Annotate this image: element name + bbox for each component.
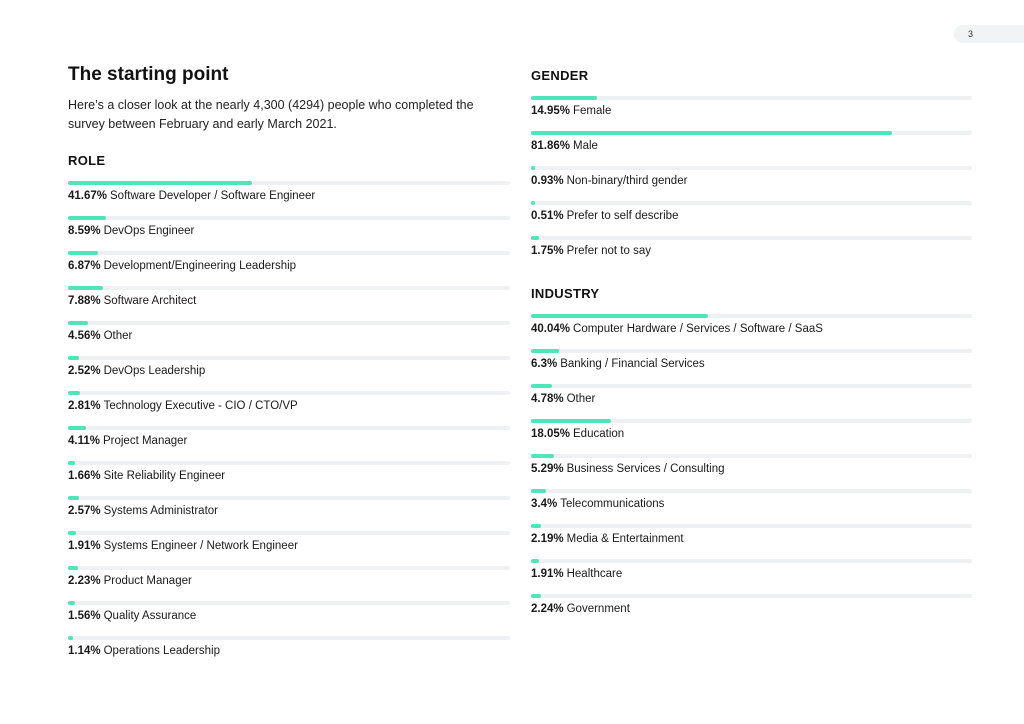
item-percent: 81.86% (531, 140, 571, 152)
item-text: Software Architect (103, 295, 197, 307)
role-item (68, 531, 510, 559)
bar-track (68, 286, 510, 290)
bar-fill (68, 461, 75, 465)
role-item (68, 601, 510, 629)
bar-track (531, 166, 972, 170)
item-label (68, 575, 192, 587)
item-label (68, 365, 205, 377)
item-text: Telecommunications (560, 498, 665, 510)
item-text: Quality Assurance (103, 610, 197, 622)
item-text: Technology Executive - CIO / CTO/VP (103, 400, 298, 412)
item-percent: 2.52% (68, 365, 101, 377)
bar-track (531, 314, 972, 318)
bar-fill (68, 601, 75, 605)
bar-track (68, 566, 510, 570)
item-text: DevOps Leadership (103, 365, 206, 377)
item-text: Other (103, 330, 133, 342)
bar-fill (68, 496, 79, 500)
item-percent: 2.19% (531, 533, 564, 545)
role-item (68, 216, 510, 244)
bar-fill (531, 454, 554, 458)
bar-track (531, 524, 972, 528)
bar-track (531, 349, 972, 353)
item-label (531, 323, 823, 335)
bar-fill (68, 426, 86, 430)
bar-track (531, 131, 972, 135)
bar-track (531, 419, 972, 423)
item-text: Project Manager (102, 435, 188, 447)
item-text: Systems Engineer / Network Engineer (103, 540, 298, 552)
industry-item (531, 384, 972, 412)
item-text: Development/Engineering Leadership (103, 260, 297, 272)
role-item (68, 251, 510, 279)
item-percent: 2.23% (68, 575, 101, 587)
item-text: Government (566, 603, 630, 615)
bar-track (68, 216, 510, 220)
item-percent: 1.14% (68, 645, 101, 657)
gender-heading: GENDER (531, 68, 589, 83)
item-percent: 2.81% (68, 400, 101, 412)
page-number: 3 (954, 25, 1024, 43)
bar-track (531, 454, 972, 458)
role-item (68, 426, 510, 454)
item-percent: 41.67% (68, 190, 108, 202)
gender-item (531, 236, 972, 264)
bar-fill (531, 236, 539, 240)
item-percent: 2.57% (68, 505, 101, 517)
item-percent: 2.24% (531, 603, 564, 615)
intro-paragraph: Here’s a closer look at the nearly 4,300 (4294) people who completed the survey between February and early March 2021. (68, 98, 474, 131)
bar-track (68, 531, 510, 535)
role-item (68, 496, 510, 524)
bar-track (68, 426, 510, 430)
industry-item (531, 559, 972, 587)
bar-fill (531, 166, 535, 170)
industry-item (531, 314, 972, 342)
item-percent: 6.3% (531, 358, 558, 370)
item-percent: 1.56% (68, 610, 101, 622)
item-label (531, 603, 630, 615)
role-item (68, 181, 510, 209)
item-percent: 1.66% (68, 470, 101, 482)
bar-fill (68, 286, 103, 290)
bar-track (531, 489, 972, 493)
item-text: Media & Entertainment (566, 533, 684, 545)
item-label (531, 393, 595, 405)
item-text: Systems Administrator (103, 505, 219, 517)
industry-heading: INDUSTRY (531, 286, 600, 301)
item-percent: 8.59% (68, 225, 101, 237)
item-text: Other (566, 393, 596, 405)
item-text: Healthcare (566, 568, 623, 580)
bar-track (531, 594, 972, 598)
item-text: Operations Leadership (103, 645, 220, 657)
item-percent: 0.93% (531, 175, 564, 187)
item-text: Site Reliability Engineer (103, 470, 226, 482)
item-label (531, 175, 687, 187)
item-label (68, 540, 298, 552)
bar-fill (531, 594, 541, 598)
bar-fill (68, 216, 106, 220)
bar-track (68, 321, 510, 325)
item-label (531, 568, 622, 580)
industry-item (531, 454, 972, 482)
role-item (68, 391, 510, 419)
item-label (531, 463, 725, 475)
item-label (531, 533, 684, 545)
role-item (68, 321, 510, 349)
bar-fill (68, 251, 98, 255)
bar-fill (531, 349, 559, 353)
bar-fill (68, 566, 78, 570)
item-label (68, 645, 220, 657)
bar-track (68, 356, 510, 360)
item-label (531, 105, 611, 117)
industry-item (531, 419, 972, 447)
bar-track (68, 636, 510, 640)
bar-track (531, 384, 972, 388)
item-text: Male (573, 140, 598, 152)
item-label (531, 498, 664, 510)
bar-fill (531, 489, 546, 493)
industry-item (531, 594, 972, 622)
item-percent: 6.87% (68, 260, 101, 272)
item-percent: 40.04% (531, 323, 571, 335)
item-label (531, 358, 705, 370)
item-percent: 14.95% (531, 105, 571, 117)
item-text: Product Manager (103, 575, 192, 587)
item-text: DevOps Engineer (103, 225, 195, 237)
bar-fill (68, 321, 88, 325)
gender-item (531, 166, 972, 194)
bar-track (531, 201, 972, 205)
bar-fill (68, 181, 252, 185)
bar-fill (531, 96, 597, 100)
role-item (68, 286, 510, 314)
item-label (68, 400, 298, 412)
bar-fill (531, 131, 892, 135)
item-label (68, 190, 315, 202)
item-label (531, 140, 598, 152)
item-text: Prefer not to say (566, 245, 651, 257)
item-percent: 4.11% (68, 435, 100, 447)
bar-track (68, 496, 510, 500)
item-label (531, 210, 678, 222)
industry-item (531, 349, 972, 377)
bar-fill (68, 531, 76, 535)
item-label (68, 295, 196, 307)
item-text: Business Services / Consulting (566, 463, 725, 475)
bar-fill (531, 314, 708, 318)
item-text: Computer Hardware / Services / Software / SaaS (573, 323, 823, 335)
page-title: The starting point (68, 64, 229, 85)
role-item (68, 461, 510, 489)
bar-fill (68, 391, 80, 395)
bar-fill (531, 559, 539, 563)
item-label (68, 505, 218, 517)
bar-track (68, 601, 510, 605)
item-label (68, 470, 225, 482)
item-percent: 1.91% (68, 540, 101, 552)
item-percent: 0.51% (531, 210, 564, 222)
item-text: Software Developer / Software Engineer (110, 190, 316, 202)
item-percent: 5.29% (531, 463, 564, 475)
gender-item (531, 201, 972, 229)
gender-item (531, 96, 972, 124)
industry-item (531, 489, 972, 517)
item-text: Non-binary/third gender (566, 175, 688, 187)
bar-track (68, 461, 510, 465)
item-label (68, 330, 132, 342)
item-label (531, 428, 624, 440)
bar-track (68, 181, 510, 185)
bar-track (531, 96, 972, 100)
item-text: Female (573, 105, 612, 117)
item-label (68, 260, 296, 272)
bar-fill (68, 356, 79, 360)
gender-item (531, 131, 972, 159)
item-percent: 4.78% (531, 393, 564, 405)
bar-fill (531, 201, 535, 205)
bar-fill (531, 524, 541, 528)
role-item (68, 636, 510, 664)
bar-track (68, 391, 510, 395)
item-text: Banking / Financial Services (560, 358, 705, 370)
item-label (68, 225, 194, 237)
item-percent: 1.75% (531, 245, 564, 257)
bar-track (531, 236, 972, 240)
role-heading: ROLE (68, 153, 106, 168)
item-label (531, 245, 651, 257)
bar-track (68, 251, 510, 255)
item-percent: 1.91% (531, 568, 564, 580)
item-percent: 18.05% (531, 428, 571, 440)
industry-item (531, 524, 972, 552)
item-percent: 3.4% (531, 498, 558, 510)
bar-track (531, 559, 972, 563)
bar-fill (531, 419, 611, 423)
item-label (68, 610, 196, 622)
role-item (68, 566, 510, 594)
item-label (68, 435, 187, 447)
item-text: Prefer to self describe (566, 210, 679, 222)
item-percent: 7.88% (68, 295, 101, 307)
bar-fill (68, 636, 73, 640)
item-percent: 4.56% (68, 330, 101, 342)
item-text: Education (573, 428, 625, 440)
bar-fill (531, 384, 552, 388)
role-item (68, 356, 510, 384)
